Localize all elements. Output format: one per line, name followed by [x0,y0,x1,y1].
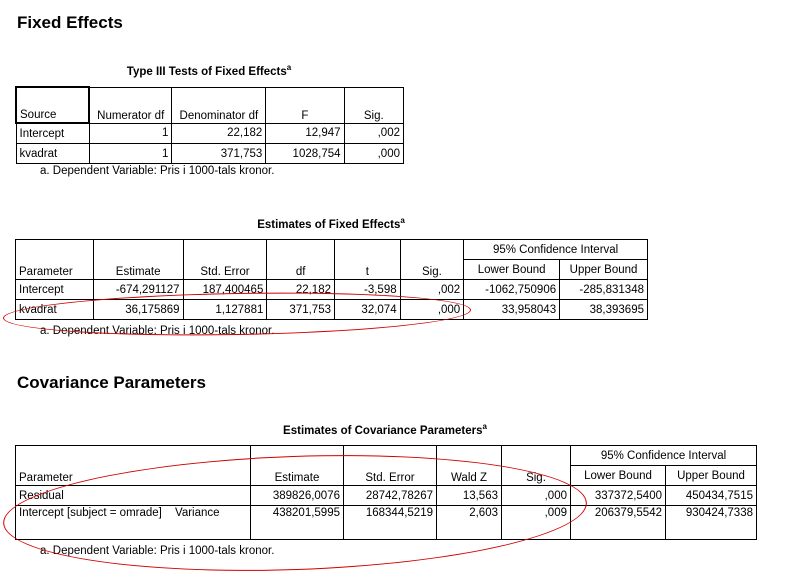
fixed-cell: 38,393695 [560,300,648,320]
fixed-estimates-row [16,300,648,320]
type3-cell: 22,182 [172,123,266,144]
cov-cell: 930424,7338 [666,506,757,540]
fixed-header-sig: Sig. [400,240,464,280]
type3-caption-text: Type III Tests of Fixed Effects [126,65,287,78]
covariance-row [16,506,757,540]
cov-header-ci: 95% Confidence Interval [571,446,757,466]
covariance-caption-text: Estimates of Covariance Parameters [283,424,483,437]
type3-cell: 1028,754 [266,144,344,164]
cov-cell: Residual [16,486,173,506]
cov-cell: 206379,5542 [571,506,666,540]
cov-cell: Intercept [subject = omrade] [16,506,173,540]
fixed-cell: 33,958043 [464,300,560,320]
cov-cell: 337372,5400 [571,486,666,506]
fixed-cell: 36,175869 [93,300,183,320]
type3-header-row [16,87,404,123]
type3-footnote: a. Dependent Variable: Pris i 1000-tals kronor. [40,165,275,177]
cov-cell: Variance [172,506,251,540]
fixed-estimates-ci-row [16,240,648,260]
type3-header-source: Source [16,87,89,123]
fixed-cell: ,000 [400,300,464,320]
fixed-header-df: df [267,240,335,280]
fixed-header-parameter: Parameter [16,240,94,280]
covariance-caption [15,422,755,437]
fixed-cell: 1,127881 [183,300,267,320]
fixed-estimates-row [16,280,648,300]
fixed-cell: -3,598 [335,280,401,300]
type3-header-dendf: Denominator df [172,87,266,123]
fixed-cell: ,002 [400,280,464,300]
cov-cell: 2,603 [437,506,502,540]
type3-cell: 1 [89,144,172,164]
type3-table [15,86,404,164]
cov-cell: 168344,5219 [344,506,437,540]
cov-cell: 438201,5995 [251,506,344,540]
type3-row [16,144,404,164]
cov-header-upper: Upper Bound [666,466,757,486]
fixed-estimates-table [15,239,648,320]
covariance-ci-row [16,446,757,466]
type3-cell: 12,947 [266,123,344,144]
fixed-header-stderror: Std. Error [183,240,267,280]
cov-header-stderror: Std. Error [344,446,437,486]
cov-header-estimate: Estimate [251,446,344,486]
type3-header-f: F [266,87,344,123]
cov-cell: 13,563 [437,486,502,506]
fixed-effects-heading: Fixed Effects [17,13,123,32]
covariance-table [15,445,757,540]
fixed-header-upper: Upper Bound [560,260,648,280]
cov-header-lower: Lower Bound [571,466,666,486]
fixed-header-ci: 95% Confidence Interval [464,240,648,260]
cov-header-waldz: Wald Z [437,446,502,486]
type3-cell: ,000 [344,144,403,164]
covariance-caption-sup: a [482,422,487,431]
fixed-cell: 22,182 [267,280,335,300]
fixed-estimates-caption [15,216,647,231]
type3-row [16,123,404,144]
fixed-header-t: t [335,240,401,280]
fixed-estimates-caption-text: Estimates of Fixed Effects [257,218,401,231]
type3-cell: kvadrat [16,144,89,164]
cov-cell: 28742,78267 [344,486,437,506]
fixed-cell: kvadrat [16,300,94,320]
type3-cell: 371,753 [172,144,266,164]
type3-caption-sup: a [286,63,292,72]
cov-header-parameter: Parameter [16,446,251,486]
fixed-cell: 32,074 [335,300,401,320]
fixed-cell: 371,753 [267,300,335,320]
fixed-cell: -285,831348 [560,280,648,300]
type3-caption [15,63,403,78]
type3-cell: 1 [89,123,172,144]
cov-cell [172,486,251,506]
type3-header-numdf: Numerator df [89,87,172,123]
fixed-cell: 187,400465 [183,280,267,300]
fixed-cell: -674,291127 [93,280,183,300]
fixed-estimates-footnote: a. Dependent Variable: Pris i 1000-tals kronor. [40,325,275,337]
type3-cell: ,002 [344,123,403,144]
cov-cell: 450434,7515 [666,486,757,506]
covariance-heading: Covariance Parameters [17,373,207,392]
type3-header-sig: Sig. [344,87,403,123]
covariance-row [16,486,757,506]
fixed-header-lower: Lower Bound [464,260,560,280]
cov-cell: ,009 [502,506,571,540]
cov-header-sig: Sig. [502,446,571,486]
fixed-cell: Intercept [16,280,94,300]
fixed-estimates-caption-sup: a [400,216,405,225]
cov-cell: ,000 [502,486,571,506]
covariance-footnote: a. Dependent Variable: Pris i 1000-tals kronor. [40,545,275,557]
cov-cell: 389826,0076 [251,486,344,506]
fixed-cell: -1062,750906 [464,280,560,300]
type3-cell: Intercept [16,123,89,144]
fixed-header-estimate: Estimate [93,240,183,280]
